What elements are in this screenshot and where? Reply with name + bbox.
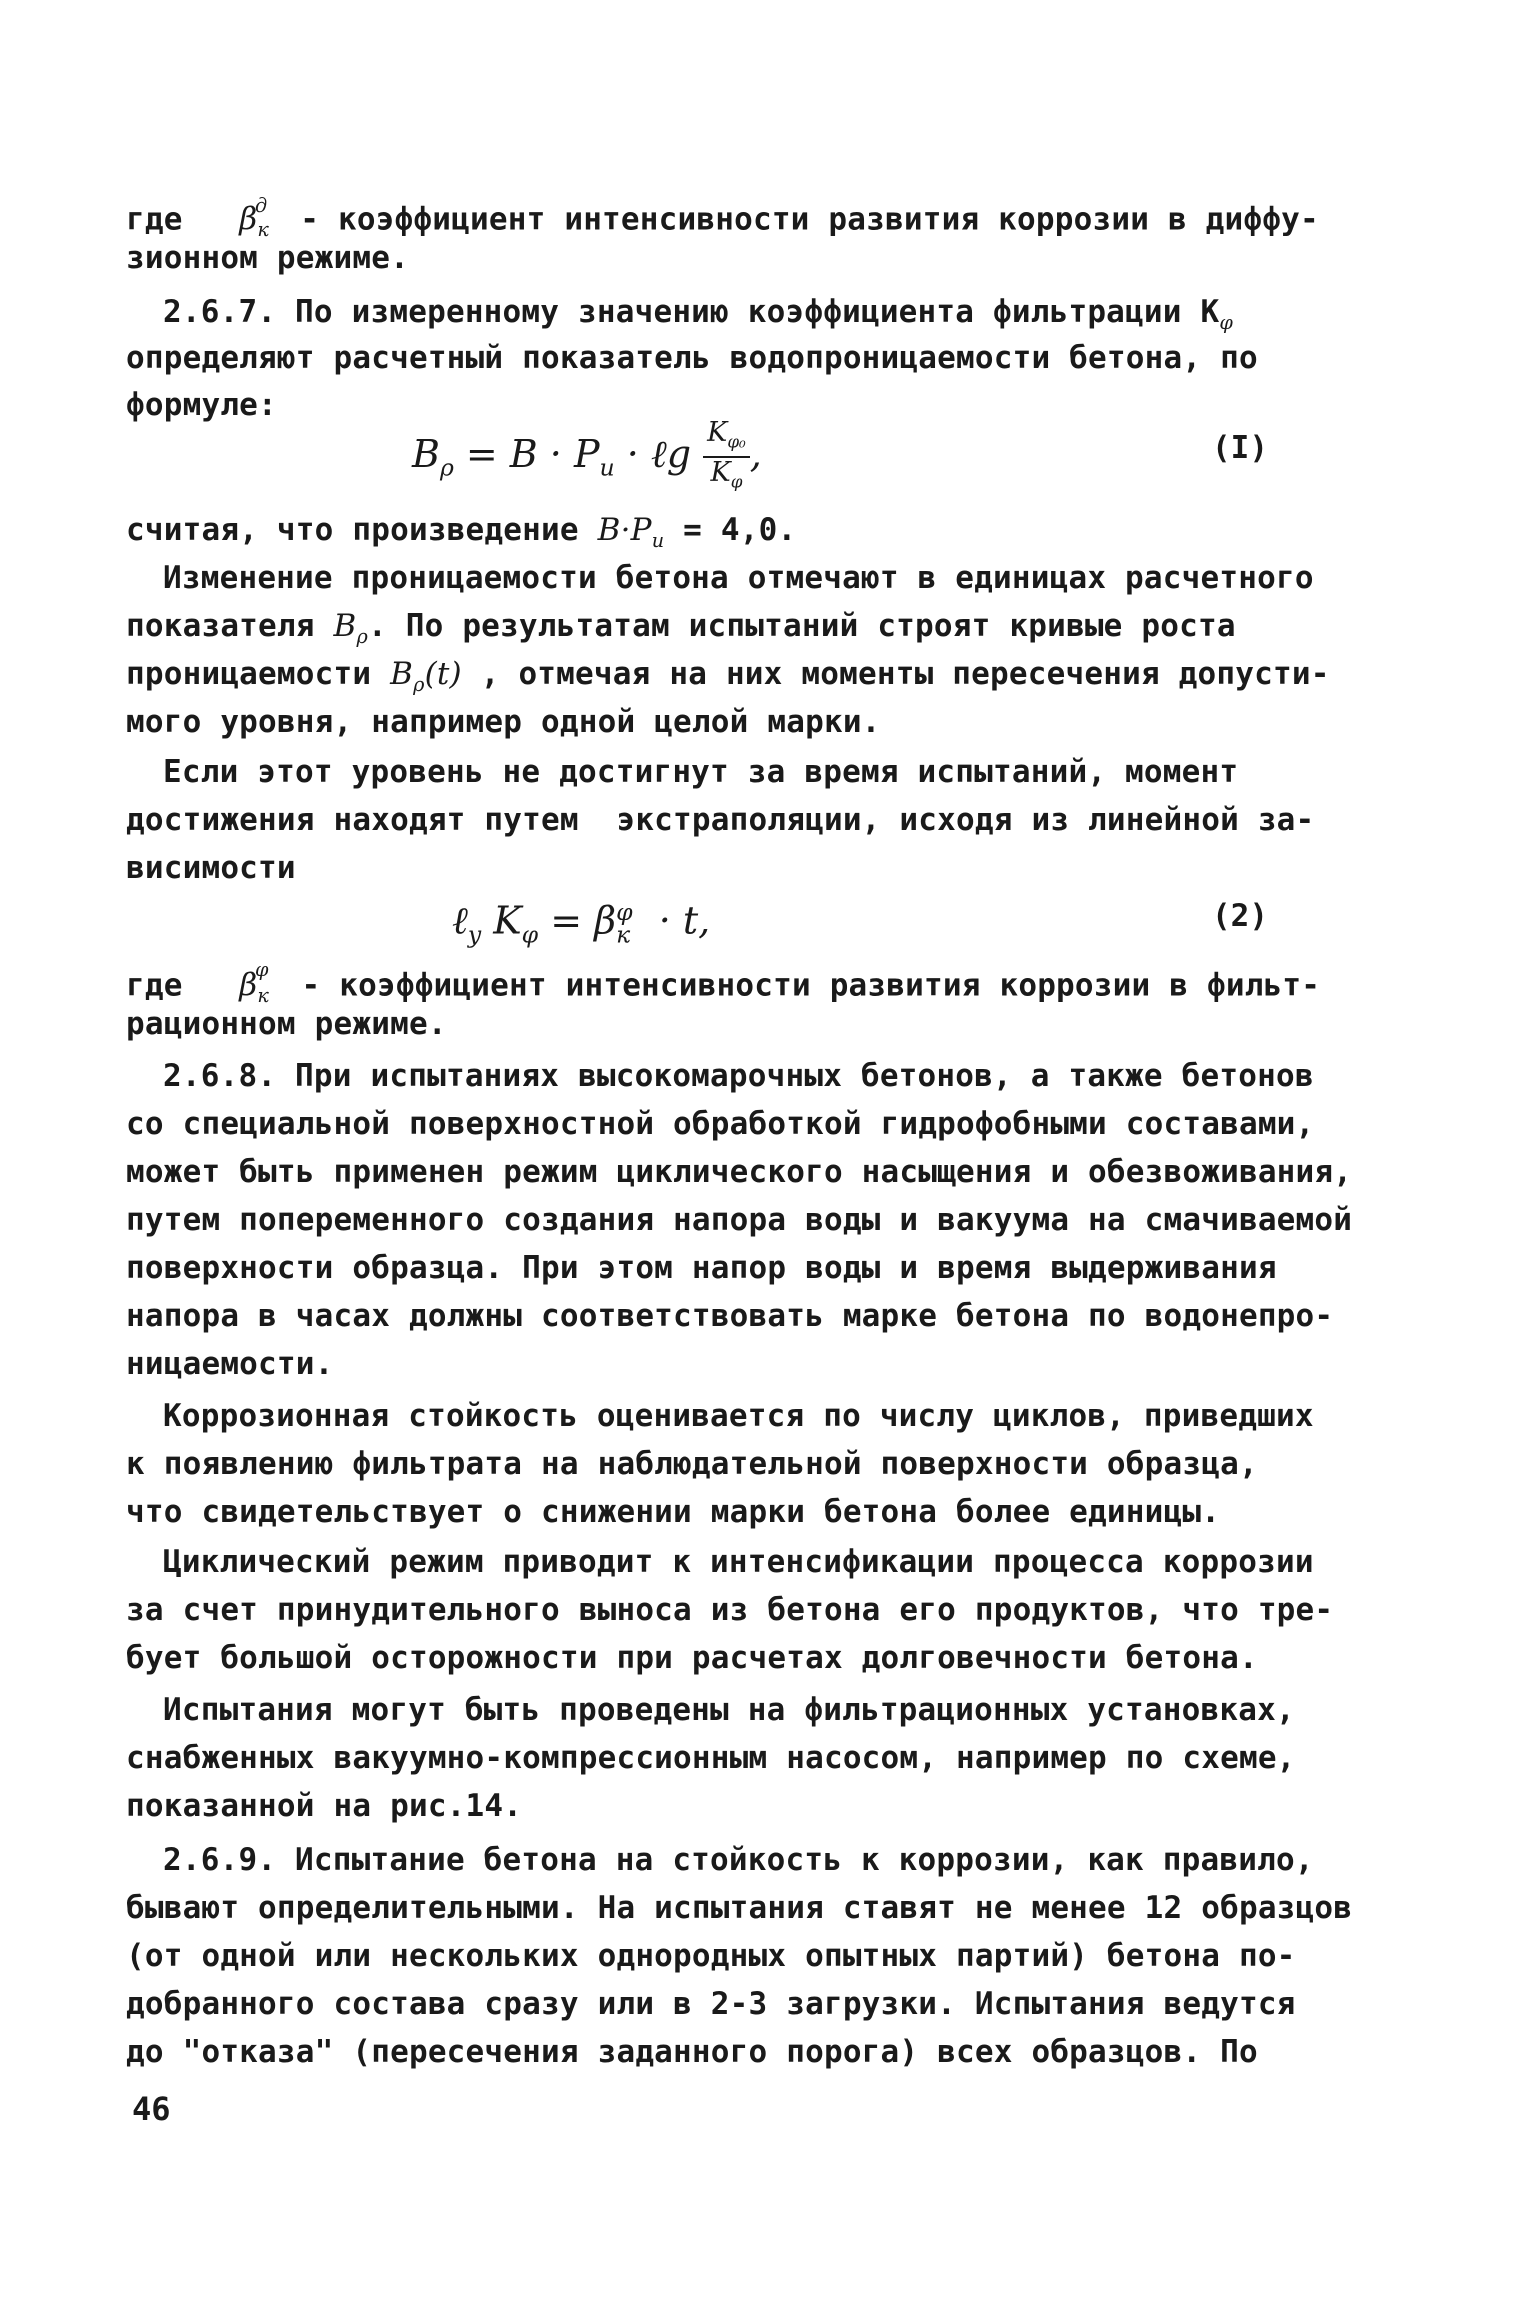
text-line: проницаемости $B_\rho(t)$ , отмечая на них моменты пересечения допусти- (126, 656, 1330, 697)
text-line: Циклический режим приводит к интенсификации процесса коррозии (163, 1544, 1314, 1580)
page-number: 46 (132, 2090, 171, 2128)
text-line: висимости (126, 850, 296, 886)
text-line: зионном режиме. (126, 240, 409, 276)
text-line: мого уровня, например одной целой марки. (126, 704, 881, 740)
text-line: ницаемости. (126, 1346, 334, 1382)
text-line: 2.6.9. Испытание бетона на стойкость к коррозии, как правило, (163, 1842, 1314, 1878)
text-line: путем попеременного создания напора воды и вакуума на смачиваемой (126, 1202, 1353, 1238)
text-line: бывают определительными. На испытания ставят не менее 12 образцов (126, 1890, 1353, 1926)
text-line: со специальной поверхностной обработкой гидрофобными составами, (126, 1106, 1315, 1142)
text-line: определяют расчетный показатель водопроницаемости бетона, по (126, 340, 1258, 376)
text-line: показанной на рис.14. (126, 1788, 523, 1824)
text-line: считая, что произведение $B\cdot P_u = 4,0$. (126, 512, 797, 553)
text-line: Изменение проницаемости бетона отмечают в единицах расчетного (163, 560, 1314, 596)
text-line: напора в часах должны соответствовать марке бетона по водонепро- (126, 1298, 1334, 1334)
text-line: Испытания могут быть проведены на фильтрационных установках, (163, 1692, 1295, 1728)
formula-1: $B_\rho = B \cdot P_u$ · ℓg $\frac{K_{\varphi_0}}{K_\varphi}$ , (412, 417, 762, 492)
formula-number-1: (I) (1212, 430, 1268, 466)
text-line: Коррозионная стойкость оценивается по числу циклов, приведших (163, 1398, 1314, 1434)
text-line: 2.6.7. По измеренному значению коэффициента фильтрации $K_\varphi$ (163, 294, 1234, 335)
text-line: Если этот уровень не достигнут за время испытаний, момент (163, 754, 1239, 790)
formula-number-2: (2) (1212, 898, 1268, 934)
text-line: (от одной или нескольких однородных опытных партий) бетона по- (126, 1938, 1296, 1974)
text-line: где $\beta_к^\varphi$ - коэффициент интенсивности развития коррозии в фильт- (126, 958, 1321, 1008)
text-line: рационном режиме. (126, 1006, 447, 1042)
text-line: формуле: (126, 387, 277, 423)
beta-symbol: $\beta_к^д$ (239, 194, 269, 242)
text-line: где $\beta_к^д$ - коэффициент интенсивности развития коррозии в диффу- (126, 194, 1319, 242)
formula-2: ℓ$_y$ $K_\varphi = \beta_к^\varphi \cdot t$, (452, 898, 711, 949)
text-line: к появлению фильтрата на наблюдательной поверхности образца, (126, 1446, 1258, 1482)
text-line: достижения находят путем экстраполяции, исходя из линейной за- (126, 802, 1315, 838)
text-line: показателя $B_\rho$. По результатам испытаний строят кривые роста (126, 608, 1236, 649)
text-line: добранного состава сразу или в 2-3 загрузки. Испытания ведутся (126, 1986, 1296, 2022)
text-line: может быть применен режим циклического насыщения и обезвоживания, (126, 1154, 1353, 1190)
text-line: за счет принудительного выноса из бетона его продуктов, что тре- (126, 1592, 1334, 1628)
text-line: поверхности образца. При этом напор воды и время выдерживания (126, 1250, 1277, 1286)
text-line: что свидетельствует о снижении марки бетона более единицы. (126, 1494, 1221, 1530)
text-line: 2.6.8. При испытаниях высокомарочных бетонов, а также бетонов (163, 1058, 1314, 1094)
text-line: бует большой осторожности при расчетах долговечности бетона. (126, 1640, 1258, 1676)
text-line: до "отказа" (пересечения заданного порога) всех образцов. По (126, 2034, 1258, 2070)
text-line: снабженных вакуумно-компрессионным насосом, например по схеме, (126, 1740, 1296, 1776)
